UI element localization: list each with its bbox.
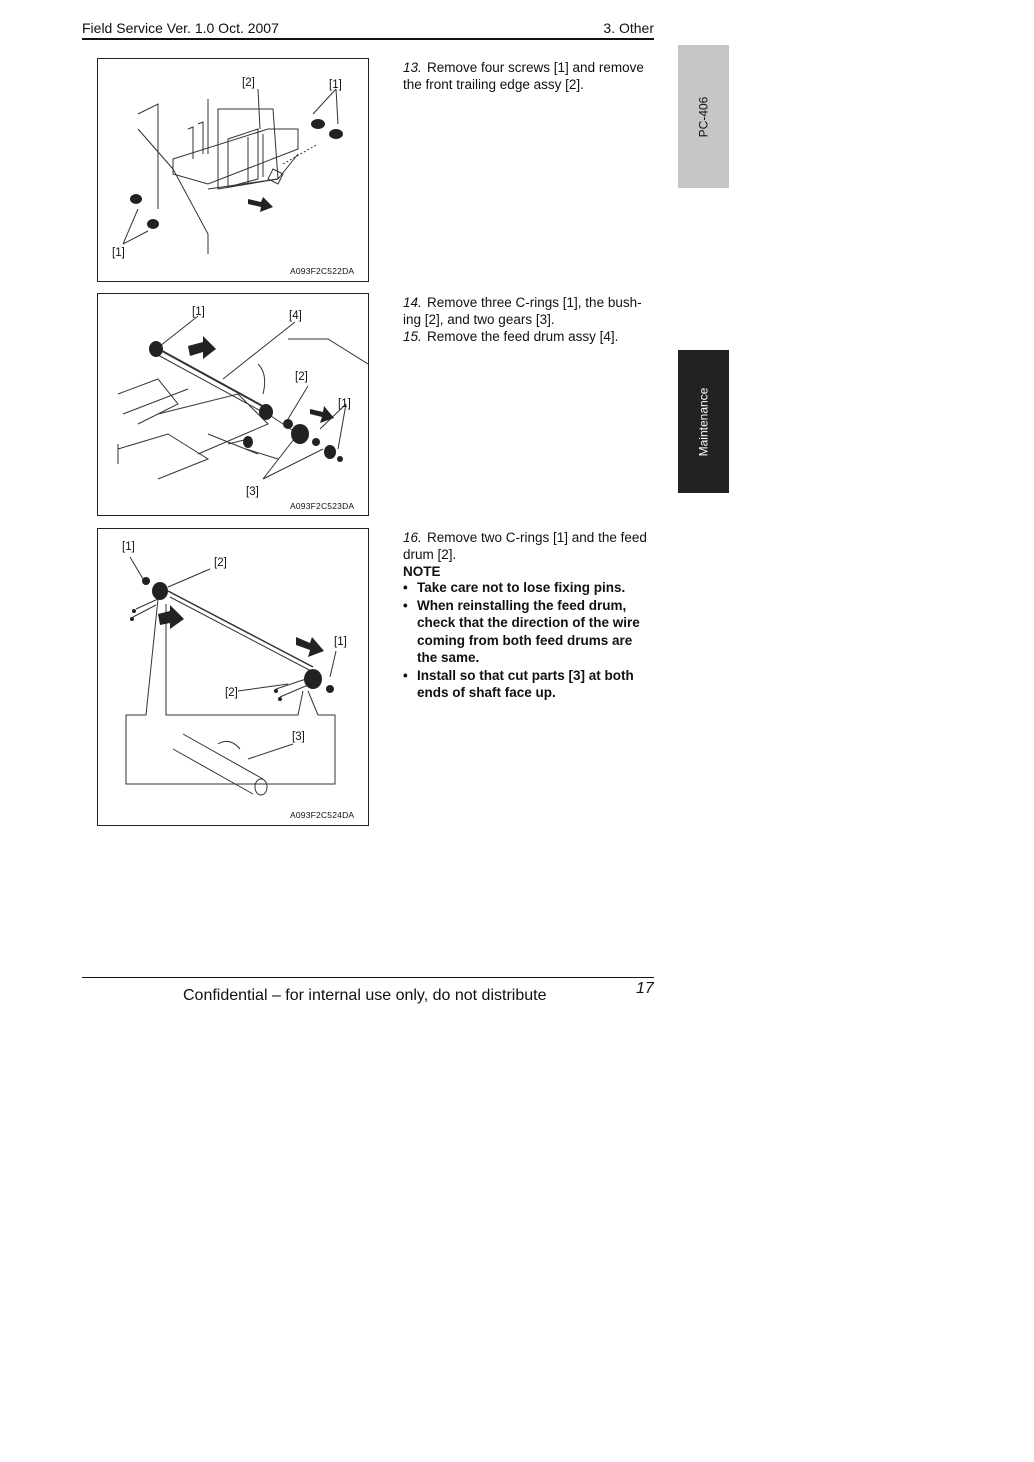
step-15-line1: Remove the feed drum assy [4]. <box>427 329 619 344</box>
figure-3-label-1b: [1] <box>334 636 347 648</box>
figure-2-label-1b: [1] <box>338 398 351 410</box>
side-tab-model[interactable] <box>678 45 729 188</box>
step-13-num: 13. <box>403 60 422 75</box>
note-bullet-1 <box>403 579 663 597</box>
header-right: 3. Other <box>603 20 654 36</box>
figure-2-code: A093F2C523DA <box>290 501 355 511</box>
note-bullet-3-line1: • Install so that cut parts [3] at both <box>417 667 634 683</box>
figure-1-illustration <box>98 59 368 281</box>
note-bullet-3 <box>403 667 663 702</box>
figure-2-label-4: [4] <box>289 310 302 322</box>
note-bullet-1-line1: • Take care not to lose fixing pins. <box>417 580 626 595</box>
step-13-line1: Remove four screws [1] and remove <box>427 60 644 75</box>
step-16-line2: drum [2]. <box>403 547 457 562</box>
step-13 <box>403 59 663 93</box>
figure-2 <box>97 293 369 516</box>
step-16 <box>403 529 663 702</box>
figure-3 <box>97 528 369 826</box>
footer-confidential: Confidential – for internal use only, do not distribute <box>183 987 547 1004</box>
header-left: Field Service Ver. 1.0 Oct. 2007 <box>82 20 279 36</box>
figure-1-label-1b: [1] <box>112 247 125 259</box>
figure-3-label-1a: [1] <box>122 541 135 553</box>
note-bullet-2-line1: • When reinstalling the feed drum, <box>417 597 627 613</box>
figure-1-label-2: [2] <box>242 77 255 89</box>
footer-rule <box>82 977 654 978</box>
note-title: NOTE <box>403 564 441 579</box>
figure-3-label-3: [3] <box>292 731 305 743</box>
side-tab-section[interactable] <box>678 350 729 493</box>
figure-1-label-1a: [1] <box>329 79 342 91</box>
figure-2-illustration <box>98 294 368 515</box>
step-14-15 <box>403 294 663 345</box>
figure-3-label-2b: [2] <box>225 687 238 699</box>
side-tab-section-label: Maintenance <box>696 387 711 456</box>
figure-2-label-3: [3] <box>246 486 259 498</box>
note-bullet-2-line2: check that the direction of the wire <box>417 615 640 630</box>
step-13-line2: the front trailing edge assy [2]. <box>403 77 584 92</box>
step-16-num: 16. <box>403 530 422 545</box>
note-bullet-3-line2: ends of shaft face up. <box>417 685 556 700</box>
figure-1 <box>97 58 369 282</box>
note-bullet-2 <box>403 597 663 667</box>
header-rule <box>82 38 654 40</box>
figure-2-label-1a: [1] <box>192 306 205 318</box>
step-15-num: 15. <box>403 329 422 344</box>
figure-2-label-2: [2] <box>295 371 308 383</box>
figure-1-code: A093F2C522DA <box>290 266 355 276</box>
step-14-line1: Remove three C-rings [1], the bush- <box>427 295 642 310</box>
side-tab-model-label: PC-406 <box>696 96 711 137</box>
note-bullet-2-line3: coming from both feed drums are <box>417 632 633 648</box>
step-16-line1: Remove two C-rings [1] and the feed <box>427 530 647 545</box>
figure-3-label-2a: [2] <box>214 557 227 569</box>
figure-3-illustration <box>98 529 368 825</box>
note-bullet-2-line4: the same. <box>417 650 480 665</box>
page-number: 17 <box>636 980 654 997</box>
step-14-line2: ing [2], and two gears [3]. <box>403 312 555 327</box>
figure-3-code: A093F2C524DA <box>290 810 355 820</box>
step-14-num: 14. <box>403 295 422 310</box>
